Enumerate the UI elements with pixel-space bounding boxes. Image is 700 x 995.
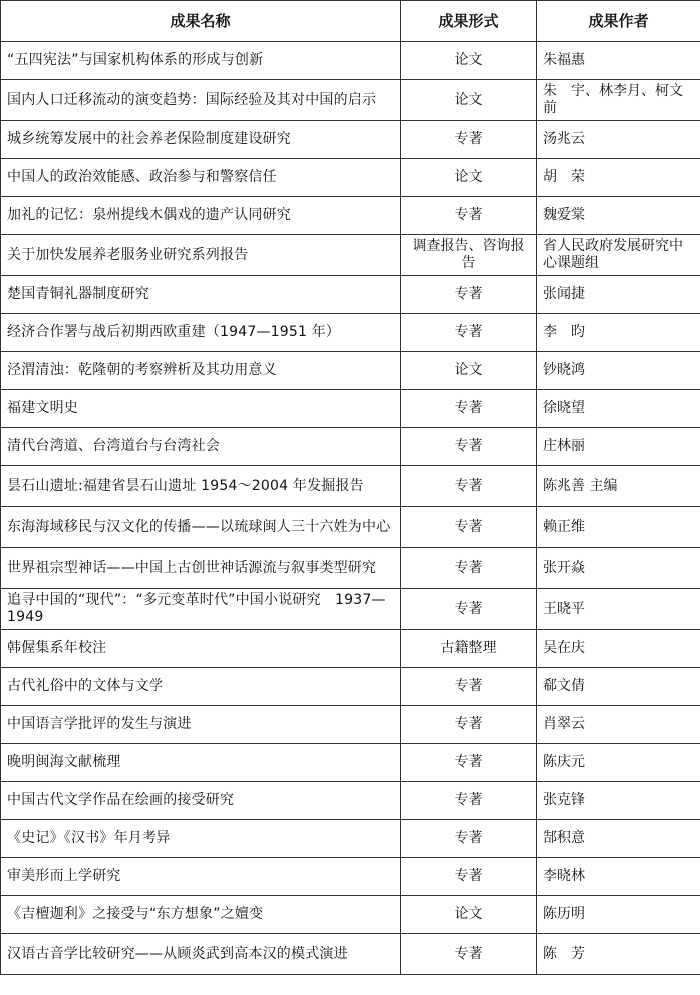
achievement-form: 专著 xyxy=(401,314,537,352)
achievement-author: 胡 荣 xyxy=(537,159,700,197)
table-row xyxy=(1,80,700,121)
achievement-name: 古代礼俗中的文体与文学 xyxy=(1,668,401,706)
table-row xyxy=(1,782,700,820)
achievement-form: 专著 xyxy=(401,466,537,507)
table-row xyxy=(1,548,700,589)
achievement-name: 城乡统筹发展中的社会养老保险制度建设研究 xyxy=(1,121,401,159)
achievement-name: 楚国青铜礼器制度研究 xyxy=(1,276,401,314)
achievement-form: 专著 xyxy=(401,589,537,630)
achievement-form: 专著 xyxy=(401,121,537,159)
achievement-name: 世界祖宗型神话——中国上古创世神话源流与叙事类型研究 xyxy=(1,548,401,589)
table-row xyxy=(1,858,700,896)
table-header-row xyxy=(1,1,700,42)
achievement-name: “五四宪法”与国家机构体系的形成与创新 xyxy=(1,42,401,80)
table-row xyxy=(1,589,700,630)
achievement-author: 陈庆元 xyxy=(537,744,700,782)
achievement-name: 审美形而上学研究 xyxy=(1,858,401,896)
achievement-author: 魏爱棠 xyxy=(537,197,700,235)
achievement-author: 张开焱 xyxy=(537,548,700,589)
achievement-author: 郜积意 xyxy=(537,820,700,858)
achievement-name: 《吉檀迦利》之接受与“东方想象”之嬗变 xyxy=(1,896,401,934)
achievement-form: 专著 xyxy=(401,548,537,589)
achievement-form: 专著 xyxy=(401,782,537,820)
table-row xyxy=(1,197,700,235)
achievement-author: 陈兆善 主编 xyxy=(537,466,700,507)
achievement-name: 中国古代文学作品在绘画的接受研究 xyxy=(1,782,401,820)
achievement-author: 郗文倩 xyxy=(537,668,700,706)
header-author: 成果作者 xyxy=(537,1,700,42)
achievement-name: 福建文明史 xyxy=(1,390,401,428)
table-row xyxy=(1,744,700,782)
table-row xyxy=(1,820,700,858)
achievement-form: 论文 xyxy=(401,80,537,121)
achievement-name: 汉语古音学比较研究——从顾炎武到高本汉的模式演进 xyxy=(1,934,401,975)
achievement-form: 专著 xyxy=(401,706,537,744)
achievement-name: 东海海域移民与汉文化的传播——以琉球闽人三十六姓为中心 xyxy=(1,507,401,548)
achievement-name: 清代台湾道、台湾道台与台湾社会 xyxy=(1,428,401,466)
table-row xyxy=(1,507,700,548)
table-row xyxy=(1,630,700,668)
achievement-author: 朱 宇、林李月、柯文前 xyxy=(537,80,700,121)
achievement-name: 晚明闽海文献梳理 xyxy=(1,744,401,782)
table-row xyxy=(1,428,700,466)
achievement-form: 古籍整理 xyxy=(401,630,537,668)
achievement-author: 省人民政府发展研究中心课题组 xyxy=(537,235,700,276)
achievement-author: 赖正维 xyxy=(537,507,700,548)
achievement-form: 专著 xyxy=(401,668,537,706)
achievement-author: 王晓平 xyxy=(537,589,700,630)
achievement-author: 庄林丽 xyxy=(537,428,700,466)
achievement-name: 韩偓集系年校注 xyxy=(1,630,401,668)
achievement-form: 专著 xyxy=(401,507,537,548)
achievement-author: 朱福惠 xyxy=(537,42,700,80)
achievement-form: 论文 xyxy=(401,42,537,80)
table-row xyxy=(1,42,700,80)
table-row xyxy=(1,352,700,390)
achievement-name: 昙石山遗址:福建省昙石山遗址 1954～2004 年发掘报告 xyxy=(1,466,401,507)
achievement-author: 陈 芳 xyxy=(537,934,700,975)
achievement-name: 经济合作署与战后初期西欧重建（1947—1951 年） xyxy=(1,314,401,352)
achievement-form: 专著 xyxy=(401,934,537,975)
achievement-name: 《史记》《汉书》年月考异 xyxy=(1,820,401,858)
achievement-author: 肖翠云 xyxy=(537,706,700,744)
achievement-author: 陈历明 xyxy=(537,896,700,934)
achievement-form: 专著 xyxy=(401,276,537,314)
table-row xyxy=(1,235,700,276)
achievement-author: 张克锋 xyxy=(537,782,700,820)
achievement-form: 论文 xyxy=(401,352,537,390)
achievement-author: 汤兆云 xyxy=(537,121,700,159)
achievement-author: 钞晓鸿 xyxy=(537,352,700,390)
achievement-name: 关于加快发展养老服务业研究系列报告 xyxy=(1,235,401,276)
table-row xyxy=(1,390,700,428)
achievement-author: 李 昀 xyxy=(537,314,700,352)
achievement-form: 论文 xyxy=(401,159,537,197)
header-name: 成果名称 xyxy=(1,1,401,42)
table-body xyxy=(1,42,700,975)
table-row xyxy=(1,121,700,159)
achievement-form: 论文 xyxy=(401,896,537,934)
achievement-name: 加礼的记忆：泉州提线木偶戏的遗产认同研究 xyxy=(1,197,401,235)
achievement-name: 泾渭清浊：乾隆朝的考察辨析及其功用意义 xyxy=(1,352,401,390)
achievement-author: 吴在庆 xyxy=(537,630,700,668)
table-row xyxy=(1,934,700,975)
table-row xyxy=(1,159,700,197)
achievement-author: 李晓林 xyxy=(537,858,700,896)
achievement-form: 调查报告、咨询报告 xyxy=(401,235,537,276)
header-form: 成果形式 xyxy=(401,1,537,42)
achievement-form: 专著 xyxy=(401,858,537,896)
achievement-name: 中国人的政治效能感、政治参与和警察信任 xyxy=(1,159,401,197)
achievement-form: 专著 xyxy=(401,744,537,782)
achievement-form: 专著 xyxy=(401,820,537,858)
table-row xyxy=(1,276,700,314)
table-row xyxy=(1,706,700,744)
achievement-name: 国内人口迁移流动的演变趋势：国际经验及其对中国的启示 xyxy=(1,80,401,121)
achievement-name: 中国语言学批评的发生与演进 xyxy=(1,706,401,744)
achievement-name: 追寻中国的“现代”：“多元变革时代”中国小说研究 1937—1949 xyxy=(1,589,401,630)
table-row xyxy=(1,668,700,706)
table-row xyxy=(1,314,700,352)
table-row xyxy=(1,466,700,507)
achievement-author: 张闻捷 xyxy=(537,276,700,314)
table-row xyxy=(1,896,700,934)
achievement-form: 专著 xyxy=(401,390,537,428)
achievement-author: 徐晓望 xyxy=(537,390,700,428)
achievement-form: 专著 xyxy=(401,428,537,466)
achievement-form: 专著 xyxy=(401,197,537,235)
